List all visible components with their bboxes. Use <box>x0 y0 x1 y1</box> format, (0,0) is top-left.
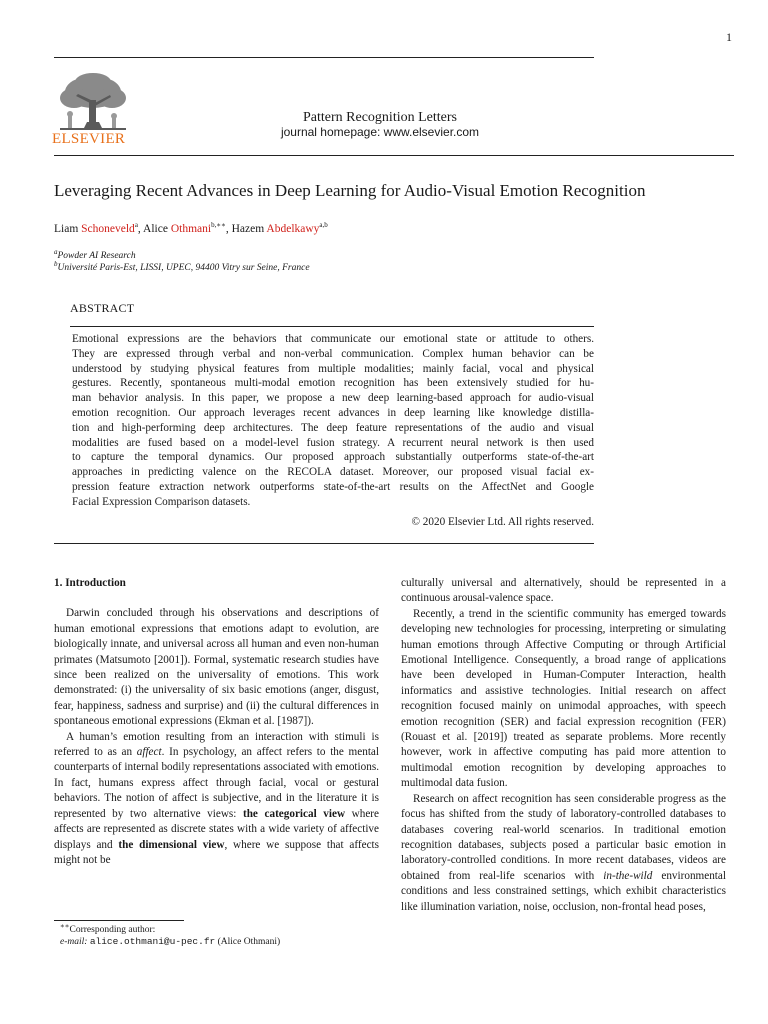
body-left-column <box>54 576 379 868</box>
author-1-surname[interactable]: Schoneveld <box>81 223 135 235</box>
abstract-line: approaches in predicting valence on the RECOLA dataset. Moreover, our proposed visual facial ex- <box>72 466 594 479</box>
body-paragraph: Research on affect recognition has seen considerable progress as the focus has shifted from the study of laboratory-controlled databases to databases covering real-world scenarios. In traditional emotion recognition databases, subjects posed a particular basic emotion in laboratory-controlled conditions. In more recent databases, videos are obtained from real-life scenarios with in-the-wild environmental conditions and less constrained settings, which exhibit characteristics like illumination variation, noise, occlusion, non-frontal head poses, <box>401 792 726 913</box>
body-paragraph: culturally universal and alternatively, should be represented in a continuous arousal-valence space. <box>401 577 726 605</box>
footnote-corresponding-author: ∗∗Corresponding author: <box>60 921 156 935</box>
abstract-line: Emotional expressions are the behaviors that communicate our emotional state or attitude to others. <box>72 333 594 345</box>
abstract-line: modalities are fused based on a model-level fusion strategy. A recurrent neural network is then used <box>72 436 594 449</box>
abstract-line: They are expressed through verbal and non-verbal communication. Complex human behavior can be <box>72 347 594 360</box>
paper-title: Leveraging Recent Advances in Deep Learning for Audio-Visual Emotion Recognition <box>54 181 646 200</box>
body-paragraph: Darwin concluded through his observations and descriptions of human emotional expressions that emotions adapt to evolution, are biologically innate, and universal across all human and even non-human primates (Matsumoto [2001]). Formal, systematic research studies have since been realized on the universality of emotions. This work demonstrated: (i) the universality of six basic emotions (anger, disgust, fear, happiness, sadness and surprise) and (ii) the cultural differences in spontaneous emotional expressions (Ekman et al. [1987]). <box>54 607 379 728</box>
abstract-text <box>72 332 594 510</box>
body-right-column <box>401 576 726 915</box>
header-bottom-rule <box>54 155 734 156</box>
author-1: Liam Schoneveld$^a$, <box>54 221 144 235</box>
author-3-surname[interactable]: Abdelkawy <box>266 223 320 235</box>
abstract-line: understood by studying physical features from multiple modalities; mainly facial, vocal and physical <box>72 362 594 375</box>
abstract-line: man behavior analysis. In this paper, we propose a new deep learning-based approach for audio-visual <box>72 392 594 405</box>
journal-homepage: journal homepage: www.elsevier.com <box>280 125 480 139</box>
elsevier-wordmark: ELSEVIER <box>52 131 126 147</box>
affiliation-b: $^b$Université Paris-Est, LISSI, UPEC, 94400 Vitry sur Seine, France <box>54 259 310 273</box>
journal-name: Pattern Recognition Letters <box>303 110 457 125</box>
abstract-line: emotion recognition. Our approach leverages recent advances in deep learning like knowledge distilla- <box>72 406 594 419</box>
body-paragraph: Recently, a trend in the scientific community has emerged towards developing new technologies for processing, interpreting or simulating human emotions through Affective Computing or through Artificial Emotional Intelligence. Consequently, a broad range of applications have been developed in Human-Computer Interaction, health informatics and assistive technologies. Initial research on affect recognition focused mainly on unimodal approaches, with speech emotion recognition (SER) and facial expression recognition (FER) (Rouast et al. [2019]) treated as separate problems. More recently however, work in affective computing has paid more attention to multimodal emotion recognition by developing approaches to multimodal data fusion. <box>401 607 726 790</box>
copyright-notice: © 2020 Elsevier Ltd. All rights reserved. <box>411 516 594 528</box>
abstract-line: tion and high-performing deep architectures. The deep feature representations of the audio and visual <box>72 421 594 434</box>
body-paragraph: A human’s emotion resulting from an interaction with stimuli is referred to as an affect. In psychology, an affect refers to the mental counterparts of internal bodily representations associated with emotions. In fact, humans express affect through facial, vocal or gestural behaviors. The notion of affect is subjective, and in the literature it is represented by two alternative views: the categorical view where affects are represented as discrete states with a wide variety of affective displays and the dimensional view, where we suppose that affects might not be <box>54 730 380 866</box>
author-2-surname[interactable]: Othmani <box>170 223 212 235</box>
abstract-line: gestures. Recently, spontaneous multi-modal emotion recognition has been extensively studied for hu- <box>72 377 594 390</box>
abstract-top-rule <box>70 326 594 327</box>
abstract-line: to capture the temporal dynamics. Our proposed approach substantially outperforms state-of-the-art <box>72 451 594 464</box>
footnote-rule <box>54 920 184 921</box>
section-heading-introduction: 1. Introduction <box>54 577 126 589</box>
header-top-rule <box>54 57 594 58</box>
footnote <box>54 921 379 948</box>
elsevier-logo <box>52 70 134 150</box>
abstract-line: Facial Expression Comparison datasets. <box>72 495 251 508</box>
author-2: Alice Othmani$^{b,∗∗}$, <box>143 221 232 235</box>
author-3: Hazem Abdelkawy$^{a,b}$ <box>231 221 328 235</box>
author-list <box>54 222 734 236</box>
abstract-line: pression feature extraction network outperforms state-of-the-art results on the AffectNet and Google <box>72 480 594 493</box>
author-email-link[interactable]: alice.othmani@u-pec.fr <box>89 936 216 947</box>
abstract-bottom-rule <box>54 543 594 544</box>
affiliation-a: $^a$Powder AI Research <box>54 247 136 261</box>
abstract-heading: ABSTRACT <box>70 301 135 315</box>
footnote-email-line: e-mail: alice.othmani@u-pec.fr (Alice Othmani) <box>60 936 281 947</box>
page-number: 1 <box>726 30 732 44</box>
